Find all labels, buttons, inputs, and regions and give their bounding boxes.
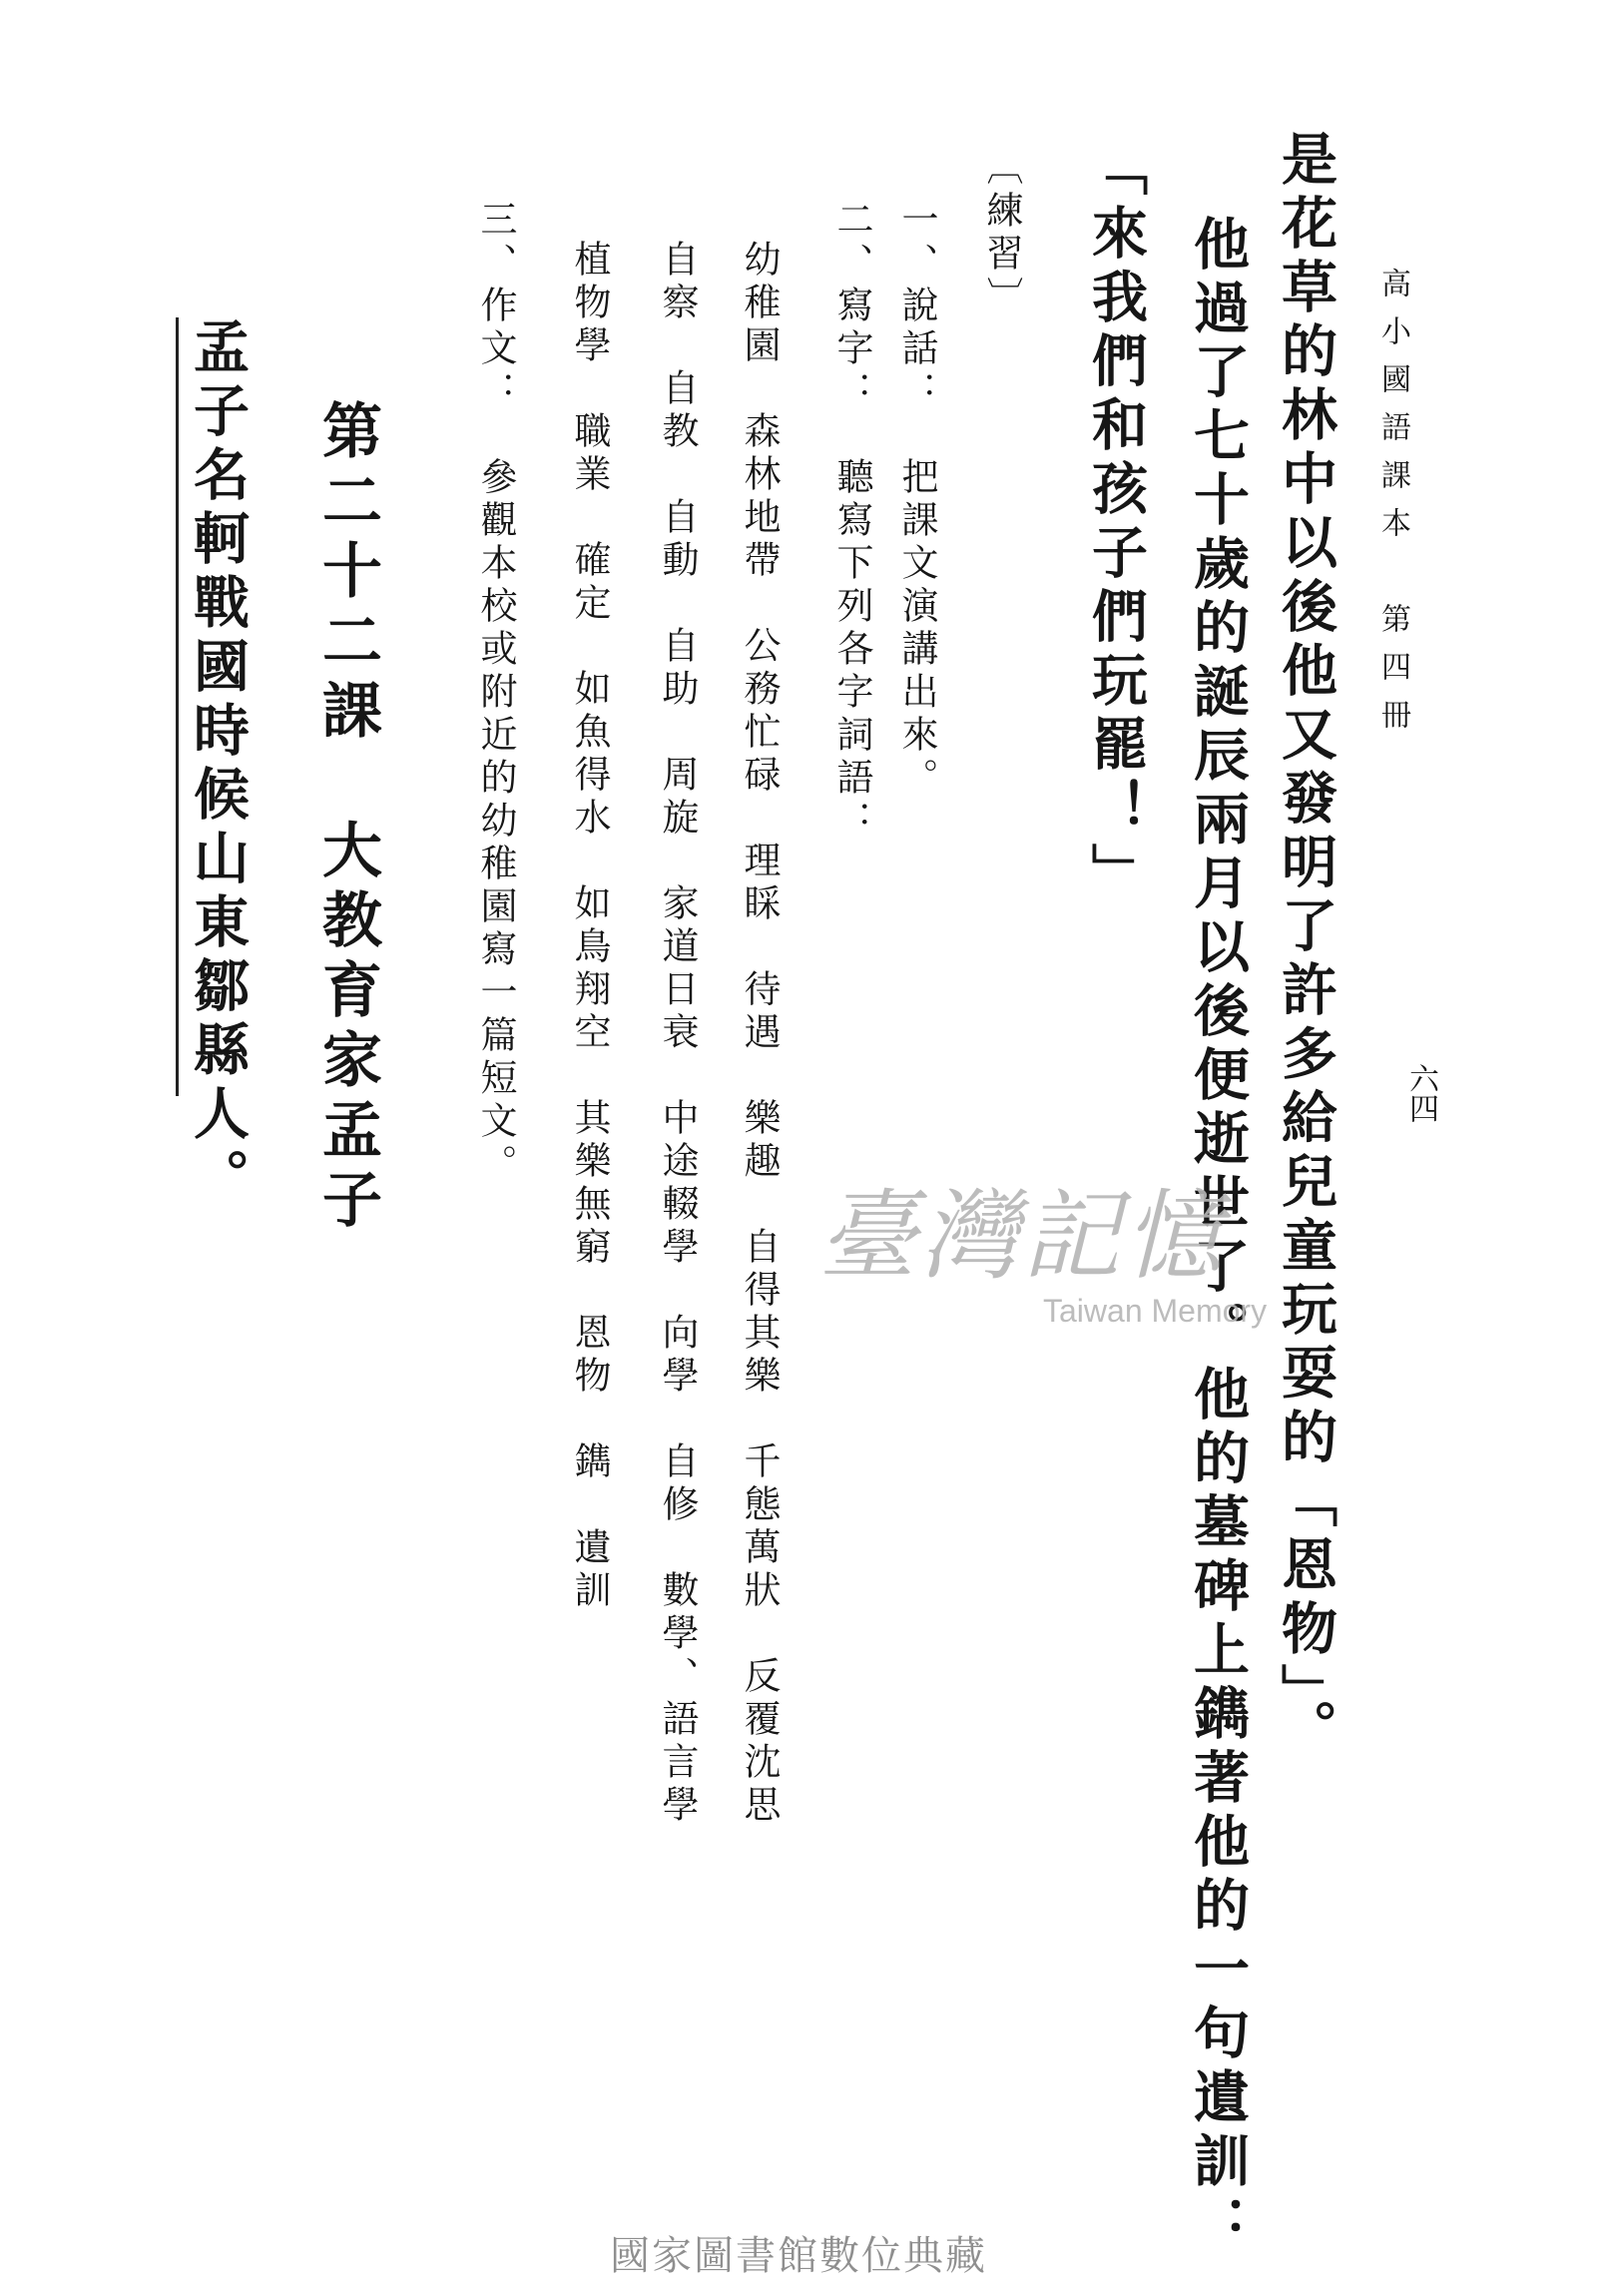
vocab-line-1: 幼稚園 森林地帶 公務忙碌 理睬 待遇 樂趣 自得其樂 千態萬狀 反覆沈思: [738, 240, 781, 1828]
footer-credit: 國家圖書館數位典藏: [610, 2233, 987, 2279]
watermark: [818, 1158, 1267, 1330]
page-number: 六四: [1403, 1063, 1438, 1123]
exercises-heading: 〔練習〕: [980, 148, 1023, 319]
vocab-line-2: 自察 自教 自動 自助 周旋 家道日衰 中途輟學 向學 自修 數學、語言學: [656, 240, 699, 1828]
lesson-title: 第二十二課 大教育家孟子: [312, 399, 382, 1238]
lesson-first-line: 孟子名軻戰國時候山東鄒縣人。: [185, 317, 251, 1212]
watermark-text: 臺灣記憶: [818, 1180, 1227, 1294]
exercise-speaking: 一、說話： 把課文演講出來。: [895, 200, 938, 801]
body-line-1: 是花草的林中以後他又發明了許多給兒童玩耍的「恩物」。: [1273, 130, 1338, 1763]
book-title: 高小國語課本 第四冊: [1375, 268, 1410, 747]
exercise-writing: 二、寫字： 聽寫下列各字詞語：: [830, 200, 873, 844]
margin-rule: [176, 317, 179, 1096]
watermark-subtitle: Taiwan Memory: [1043, 1293, 1268, 1329]
exercise-composition: 三、作文： 參觀本校或附近的幼稚園寫一篇短文。: [474, 200, 517, 1187]
vocab-line-3: 植物學 職業 確定 如魚得水 如鳥翔空 其樂無窮 恩物 鐫 遺訓: [568, 240, 611, 1613]
body-line-3: 「來我們和孩子們玩罷！」: [1083, 140, 1149, 906]
body-line-2: 他過了七十歲的誕辰兩月以後便逝世了。他的墓碑上鐫著他的一句遺訓：: [1185, 215, 1251, 2259]
